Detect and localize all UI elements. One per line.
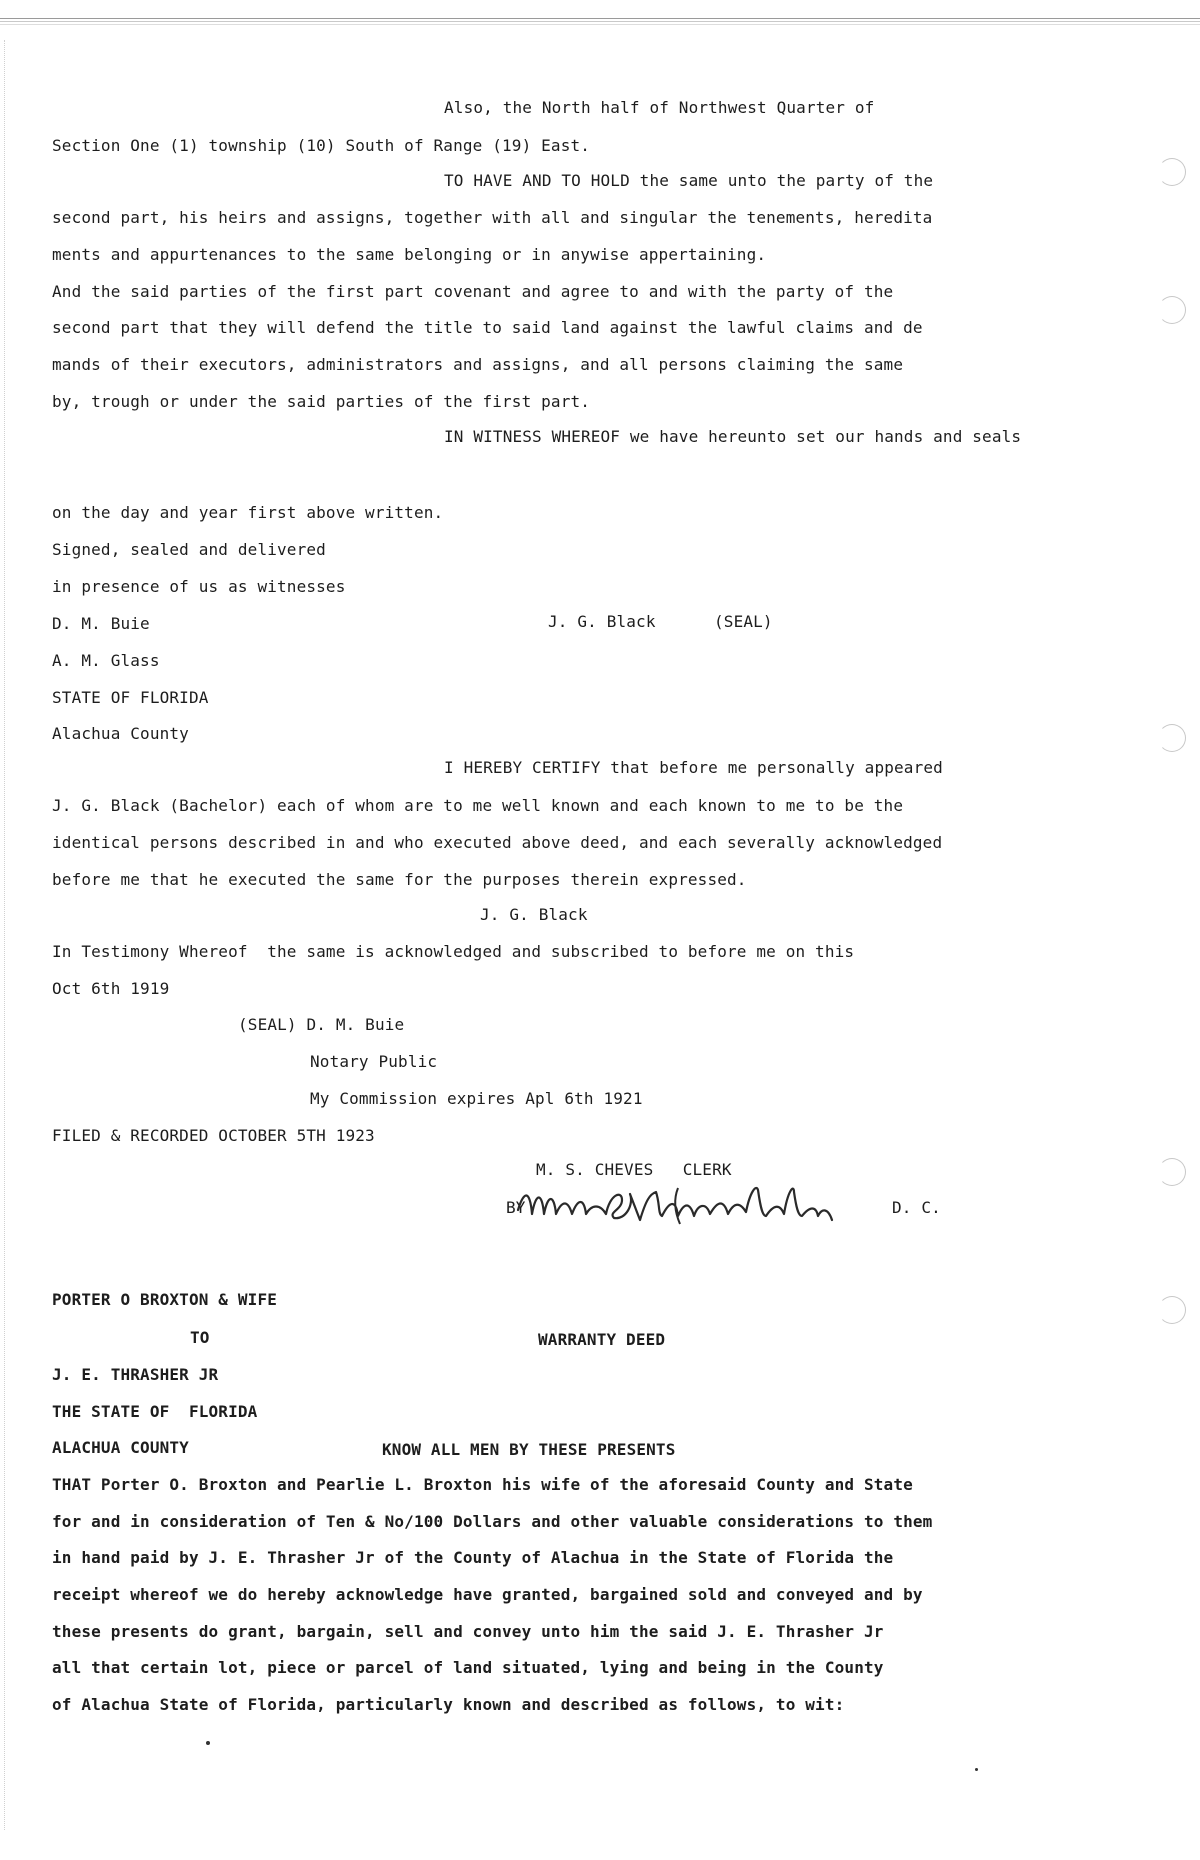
to-caption: TO — [190, 1328, 210, 1347]
county-heading: Alachua County — [52, 724, 189, 743]
deed-body-line-5: these presents do grant, bargain, sell and convey unto him the said J. E. Thrasher Jr — [52, 1622, 884, 1641]
grantor-signature-name: J. G. Black — [548, 612, 656, 631]
ink-speck-2 — [975, 1768, 978, 1771]
notary-seal-name: (SEAL) D. M. Buie — [238, 1015, 405, 1034]
acknowledging-party: J. G. Black — [480, 905, 588, 924]
state-heading: STATE OF FLORIDA — [52, 688, 209, 707]
deed-body-line-4: receipt whereof we do hereby acknowledge have granted, bargained sold and conveyed and by — [52, 1585, 923, 1604]
deed-body-line-6: all that certain lot, piece or parcel of land situated, lying and being in the County — [52, 1658, 884, 1677]
state-caption: THE STATE OF FLORIDA — [52, 1402, 258, 1421]
warranty-deed-title: WARRANTY DEED — [538, 1330, 666, 1349]
clerk-name: M. S. CHEVES CLERK — [536, 1160, 732, 1179]
acknowledgment-date: Oct 6th 1919 — [52, 979, 170, 998]
text-line-1: Also, the North half of Northwest Quarter of — [444, 98, 875, 117]
text-line-13: in presence of us as witnesses — [52, 577, 346, 596]
text-line-9: by, trough or under the said parties of the first part. — [52, 392, 591, 411]
left-margin-edge — [4, 40, 5, 1830]
text-line-6: And the said parties of the first part covenant and agree to and with the party of the — [52, 282, 894, 301]
deed-body-line-7: of Alachua State of Florida, particularly known and described as follows, to wit: — [52, 1695, 845, 1714]
text-line-8: mands of their executors, administrators and assigns, and all persons claiming the same — [52, 355, 904, 374]
witness-name-2: A. M. Glass — [52, 651, 160, 670]
deed-body-line-3: in hand paid by J. E. Thrasher Jr of the County of Alachua in the State of Florida the — [52, 1548, 894, 1567]
text-line-12: Signed, sealed and delivered — [52, 540, 326, 559]
punch-hole-2 — [1158, 296, 1186, 324]
habendum-clause-heading: TO HAVE AND TO HOLD the same unto the party of the — [444, 171, 934, 190]
grantor-caption: PORTER O BROXTON & WIFE — [52, 1290, 278, 1309]
deputy-clerk-label: D. C. — [892, 1198, 941, 1217]
seal-label: (SEAL) — [714, 612, 773, 631]
deputy-clerk-signature — [510, 1180, 850, 1232]
by-label: BY — [506, 1198, 526, 1217]
text-line-20: identical persons described in and who executed above deed, and each severally acknowledged — [52, 833, 943, 852]
text-line-11: on the day and year first above written. — [52, 503, 444, 522]
deed-body-line-1: THAT Porter O. Broxton and Pearlie L. Broxton his wife of the aforesaid County and State — [52, 1475, 913, 1494]
punch-hole-1 — [1158, 158, 1186, 186]
grantee-caption: J. E. THRASHER JR — [52, 1365, 219, 1384]
county-caption: ALACHUA COUNTY — [52, 1438, 189, 1457]
text-line-5: ments and appurtenances to the same belonging or in anywise appertaining. — [52, 245, 767, 264]
page-top-rule — [0, 18, 1200, 19]
witness-name-1: D. M. Buie — [52, 614, 150, 633]
filed-recorded-stamp: FILED & RECORDED OCTOBER 5TH 1923 — [52, 1126, 375, 1145]
commission-expiry: My Commission expires Apl 6th 1921 — [310, 1089, 643, 1108]
notary-title: Notary Public — [310, 1052, 438, 1071]
text-line-2: Section One (1) township (10) South of Range (19) East. — [52, 136, 591, 155]
text-line-4: second part, his heirs and assigns, together with all and singular the tenements, heredita — [52, 208, 933, 227]
witness-clause-heading: IN WITNESS WHEREOF we have hereunto set our hands and seals — [444, 427, 1022, 446]
text-line-7: second part that they will defend the title to said land against the lawful claims and de — [52, 318, 923, 337]
certification-heading: I HEREBY CERTIFY that before me personally appeared — [444, 758, 943, 777]
text-line-19: J. G. Black (Bachelor) each of whom are to me well known and each known to me to be the — [52, 796, 904, 815]
text-line-23: In Testimony Whereof the same is acknowledged and subscribed to before me on this — [52, 942, 855, 961]
punch-hole-4 — [1158, 1158, 1186, 1186]
punch-hole-5 — [1158, 1296, 1186, 1324]
punch-hole-3 — [1158, 724, 1186, 752]
ink-speck-1 — [206, 1741, 210, 1745]
know-all-men-heading: KNOW ALL MEN BY THESE PRESENTS — [382, 1440, 676, 1459]
deed-body-line-2: for and in consideration of Ten & No/100 Dollars and other valuable considerations to them — [52, 1512, 933, 1531]
text-line-21: before me that he executed the same for the purposes therein expressed. — [52, 870, 747, 889]
